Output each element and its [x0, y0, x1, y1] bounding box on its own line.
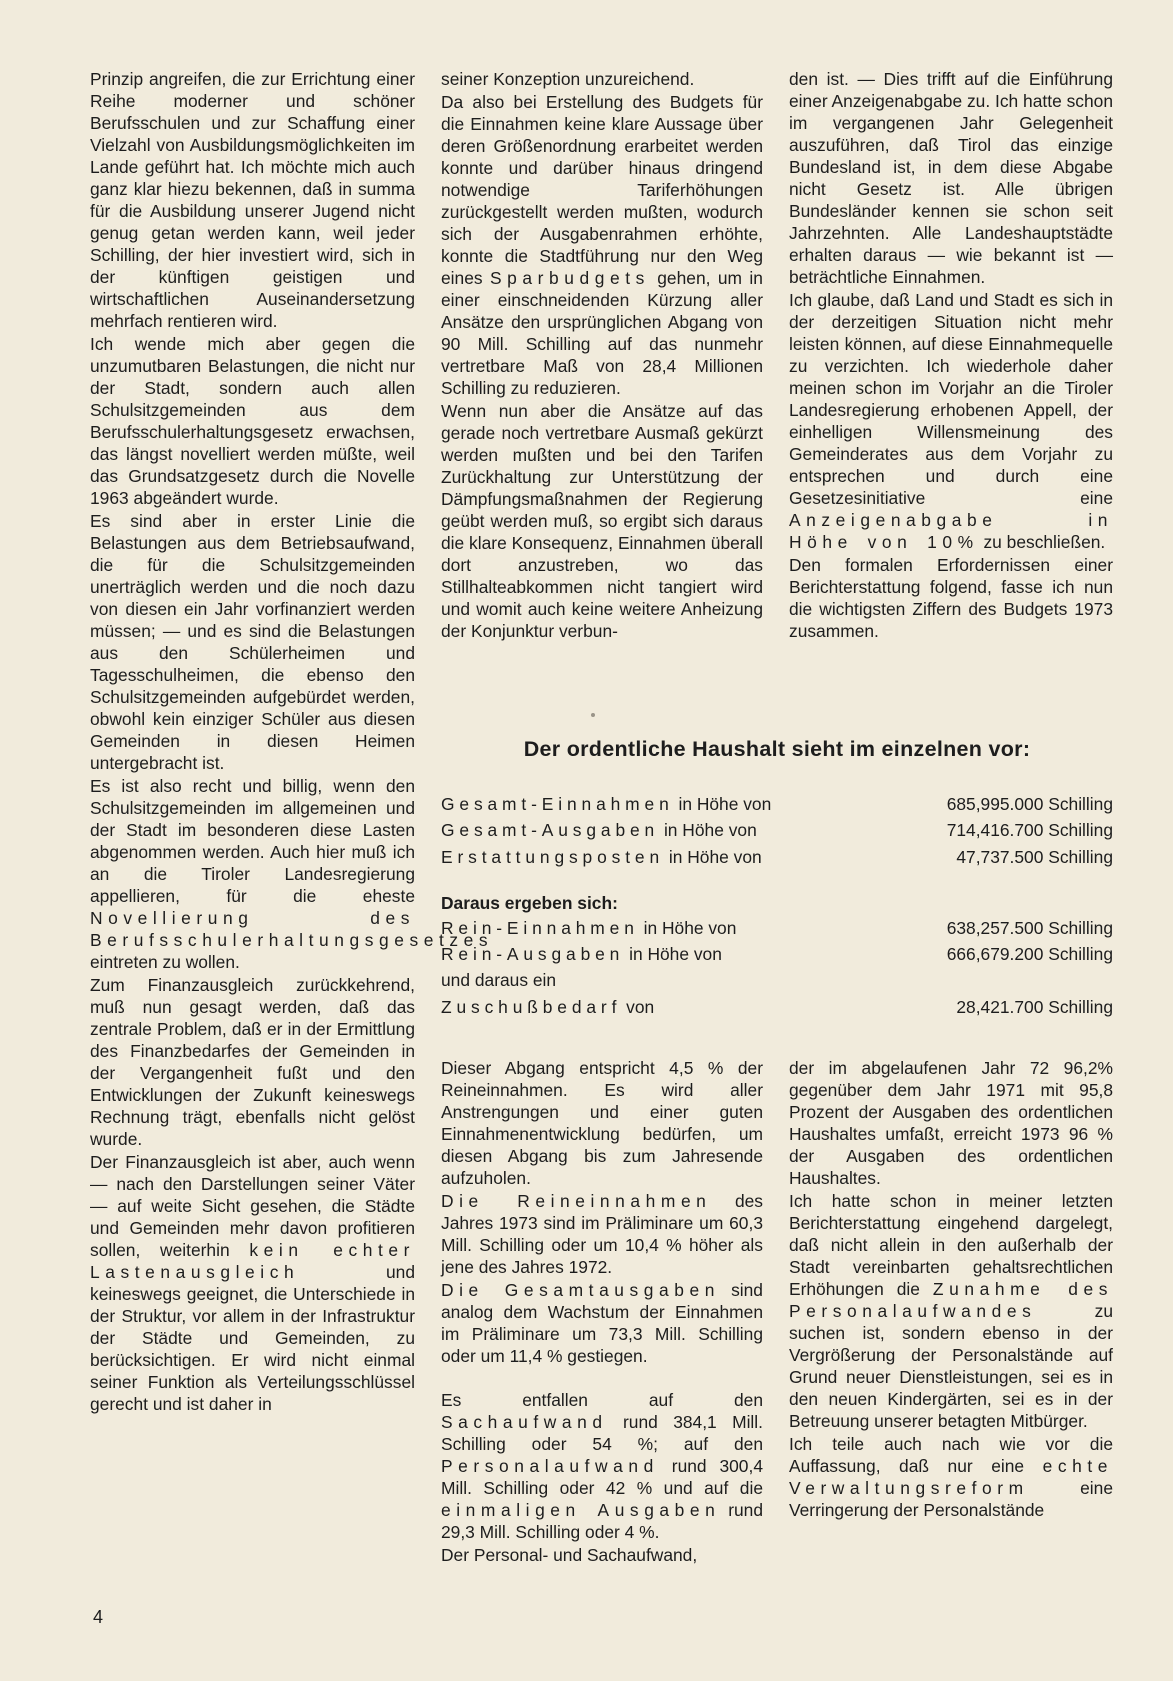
budget-row-value: 666,679.200 Schilling	[946, 944, 1113, 964]
text-run: rund 384,1 Mill. Schilling oder 54 %; auf den	[441, 1412, 763, 1454]
text-run: zu suchen ist, sondern ebenso in der Vergrößerung der Personalstände auf Grund neuer Dienstleistungen, sei es in den neuen Kindergärten, sei es in der Betreuung unserer betagten Mitbürger.	[789, 1301, 1113, 1431]
text-column-2	[441, 68, 763, 643]
text-run: Es entfallen auf den	[441, 1390, 763, 1410]
emphasis-spaced: Anzeigenabgabe in Höhe von 10%	[789, 510, 1113, 552]
emphasis-spaced: einmaligen Ausgaben	[441, 1500, 721, 1520]
text-run: gehen, um in einer einschneidenden Kürzung aller Ansätze den ursprünglichen Abgang von 90 Mill. Schilling auf das nunmehr vertretbare Maß von 28,4 Millionen Schilling zu reduzieren.	[441, 268, 763, 398]
budget-row-value: 638,257.500 Schilling	[946, 918, 1113, 938]
paragraph	[90, 775, 494, 973]
text-run: Ich hatte schon in meiner letzten Berichterstattung eingehend dargelegt, daß nicht allein in den außerhalb der Stadt vereinbarten gehaltsrechtlichen Erhöhungen die	[789, 1191, 1113, 1299]
paragraph: Zum Finanzausgleich zurückkehrend, muß nun gesagt werden, daß das zentrale Problem, daß er in der Ermittlung des Finanzbedarfes der Gemeinden in der Vergangenheit fußt und den Entwicklungen der Zukunft keineswegs Rechnung trägt, ebenfalls nicht gelöst wurde.	[90, 975, 415, 1149]
emphasis-spaced: Sparbudgets	[489, 268, 650, 288]
paragraph	[789, 289, 1113, 553]
paragraph: Prinzip angreifen, die zur Errichtung einer Reihe moderner und schöner Berufsschulen und zur Schaffung einer Vielzahl von Ausbildungsmöglichkeiten im Lande geführt hat. Ich möchte mich auch ganz klar hiezu bekennen, daß in summa für die Ausbildung unserer Jugend nicht genug getan werden kann, weil jeder Schilling, der hier investiert wird, sich in der künftigen geistigen und wirtschaftlichen Auseinandersetzung mehrfach rentieren wird.	[90, 69, 415, 331]
paragraph: der im abgelaufenen Jahr 72 96,2% gegenüber dem Jahr 1971 mit 95,8 Prozent der Ausgaben des ordentlichen Haushaltes umfaßt, erreicht 1973 96 % der Ausgaben des ordentlichen Haushaltes.	[789, 1058, 1113, 1188]
paragraph	[90, 1151, 415, 1415]
text-column-4	[441, 1057, 763, 1567]
text-run: Da also bei Erstellung des Budgets für die Einnahmen keine klare Aussage über deren Größenordnung erarbeitet werden konnte und darüber hinaus dringend notwendige Tariferhöhungen zurückgestellt werden mußten, wodurch sich der Ausgabenrahmen erhöhte, konnte die Stadtführung nur den Weg eines	[441, 92, 763, 288]
text-run: eine Verringerung der Personalstände	[789, 1478, 1113, 1520]
budget-row-value: 47,737.500 Schilling	[956, 847, 1113, 867]
emphasis-spaced: Zunahme des Personalaufwandes	[789, 1279, 1113, 1321]
text-run: Der Finanzausgleich ist aber, auch wenn — nach den Darstellungen seiner Väter — auf weite Sicht gesehen, die Städte und Gemeinden mehr davon profitieren sollen, weiterhin	[90, 1152, 415, 1260]
page-number: 4	[93, 1607, 104, 1627]
text-run: rund 29,3 Mill. Schilling oder 4 %.	[441, 1500, 763, 1542]
paragraph	[441, 91, 763, 399]
budget-row-zuschuss	[441, 994, 1113, 1020]
emphasis-spaced: Die Reineinnahmen	[441, 1191, 712, 1211]
text-run: sind analog dem Wachstum der Einnahmen im Präliminare um 73,3 Mill. Schilling oder um 11,4 % gestiegen.	[441, 1280, 763, 1366]
text-column-3	[789, 68, 1113, 643]
budget-row-label: Erstattungsposten in Höhe von	[441, 847, 762, 867]
budget-row-label: Rein-Einnahmen in Höhe von	[441, 918, 737, 938]
paragraph: Der Personal- und Sachaufwand,	[441, 1545, 698, 1565]
budget-row	[441, 817, 1113, 843]
text-run: Ich glaube, daß Land und Stadt es sich in der derzeitigen Situation nicht mehr leisten können, auf diese Einnahmequelle zu verzichten. Ich wiederhole daher meinen schon im Vorjahr an die Tiroler Landesregierung erhobenen Appell, der einhelligen Willensmeinung des Gemeinderates aus dem Vorjahr zu entsprechen und durch eine Gesetzesinitiative eine	[789, 290, 1113, 508]
budget-row-label: Rein-Ausgaben in Höhe von	[441, 944, 722, 964]
paragraph	[441, 1190, 763, 1278]
decorative-dot	[591, 713, 595, 717]
paragraph: Wenn nun aber die Ansätze auf das gerade noch vertretbare Ausmaß gekürzt werden mußten und bei den Tarifen Zurückhaltung zur Unterstützung der Dämpfungsmaßnahmen der Regierung geübt werden muß, so ergibt sich daraus die klare Konsequenz, Einnahmen überall dort anzustreben, wo das Stillhalteabkommen nicht tangiert wird und womit auch keine weitere Anheizung der Konjunktur verbun-	[441, 401, 763, 641]
text-column-1	[90, 68, 494, 1416]
budget-row	[441, 915, 1113, 941]
paragraph	[789, 1433, 1113, 1521]
section-headline: Der ordentliche Haushalt sieht im einzelnen vor:	[523, 737, 1031, 761]
paragraph: Den formalen Erfordernissen einer Berichterstattung folgend, fasse ich nun die wichtigsten Ziffern des Budgets 1973 zusammen.	[789, 555, 1113, 641]
emphasis-spaced: Novellierung des Berufsschulerhaltungsgesetzes	[90, 908, 494, 950]
emphasis-spaced: Sachaufwand	[441, 1412, 608, 1432]
budget-row-value: 28,421.700 Schilling	[956, 997, 1113, 1017]
budget-row-value: 685,995.000 Schilling	[946, 794, 1113, 814]
emphasis-spaced: Personalaufwand	[441, 1456, 659, 1476]
emphasis-spaced: echte Verwaltungsreform	[789, 1456, 1113, 1498]
paragraph: Ich wende mich aber gegen die unzumutbaren Belastungen, die nicht nur der Stadt, sondern auch allen Schulsitzgemeinden aus dem Berufsschulerhaltungsgesetz erwachsen, das längst novelliert werden müßte, weil das Grundsatzgesetz durch die Novelle 1963 abgeändert wurde.	[90, 334, 415, 508]
text-column-5	[789, 1057, 1113, 1522]
paragraph	[441, 1279, 763, 1367]
budget-text-line: und daraus ein	[441, 970, 557, 990]
paragraph	[441, 1389, 763, 1543]
text-run: Es ist also recht und billig, wenn den Schulsitzgemeinden im allgemeinen und der Stadt im besonderen diese Lasten abgenommen werden. Auch hier muß ich an die Tiroler Landesregierung appellieren, für die eheste	[90, 776, 415, 906]
subheading: Daraus ergeben sich:	[441, 893, 618, 913]
text-run: eintreten zu wollen.	[90, 952, 240, 972]
paragraph: Es sind aber in erster Linie die Belastungen aus dem Betriebsaufwand, die für die Schulsitzgemeinden unerträglich werden und die noch dazu von diesen ein Jahr vorfinanziert werden müssen; — und es sind die Belastungen aus den Schülerheimen und Tagesschulheimen, die ebenso den Schulsitzgemeinden aufgebürdet werden, obwohl kein einziger Schüler aus diesen Gemeinden in diesen Heimen untergebracht ist.	[90, 511, 415, 773]
paragraph: den ist. — Dies trifft auf die Einführung einer Anzeigenabgabe zu. Ich hatte schon im vergangenen Jahr Gelegenheit auszuführen, daß Tirol das einzige Bundesland ist, in dem diese Abgabe nicht Gesetz ist. Alle übrigen Bundesländer kennen sie schon seit Jahrzehnten. Alle Landeshauptstädte erhalten daraus — wie bekannt ist — beträchtliche Einnahmen.	[789, 69, 1113, 287]
emphasis-spaced: Die Gesamtausgaben	[441, 1280, 721, 1300]
budget-row	[441, 791, 1113, 817]
text-run: zu beschließen.	[983, 532, 1106, 552]
budget-row-value: 714,416.700 Schilling	[946, 820, 1113, 840]
paragraph: seiner Konzeption unzureichend.	[441, 69, 695, 89]
budget-row	[441, 844, 1113, 870]
budget-row-label: Zuschußbedarf von	[441, 997, 655, 1017]
text-run: rund 300,4 Mill. Schilling oder 42 % und auf die	[441, 1456, 763, 1498]
budget-row-label: Gesamt-Ausgaben in Höhe von	[441, 820, 757, 840]
budget-row	[441, 941, 1113, 967]
text-run: des Jahres 1973 sind im Präliminare um 60,3 Mill. Schilling oder um 10,4 % höher als jene des Jahres 1972.	[441, 1191, 763, 1277]
text-run: Ich teile auch nach wie vor die Auffassung, daß nur eine	[789, 1434, 1113, 1476]
text-run: und keineswegs geeignet, die Unterschiede in der Struktur, vor allem in der Infrastruktur der Städte und Gemeinden, zu berücksichtigen. Er wird nicht einmal seiner Funktion als Verteilungsschlüssel gerecht und ist daher in	[90, 1262, 415, 1414]
budget-row-label: Gesamt-Einnahmen in Höhe von	[441, 794, 772, 814]
paragraph	[789, 1190, 1113, 1432]
paragraph: Dieser Abgang entspricht 4,5 % der Reineinnahmen. Es wird aller Anstrengungen und einer guten Einnahmenentwicklung bedürfen, um diesen Abgang bis zum Jahresende aufzuholen.	[441, 1058, 763, 1188]
emphasis-spaced: kein echter Lastenausgleich	[90, 1240, 415, 1282]
